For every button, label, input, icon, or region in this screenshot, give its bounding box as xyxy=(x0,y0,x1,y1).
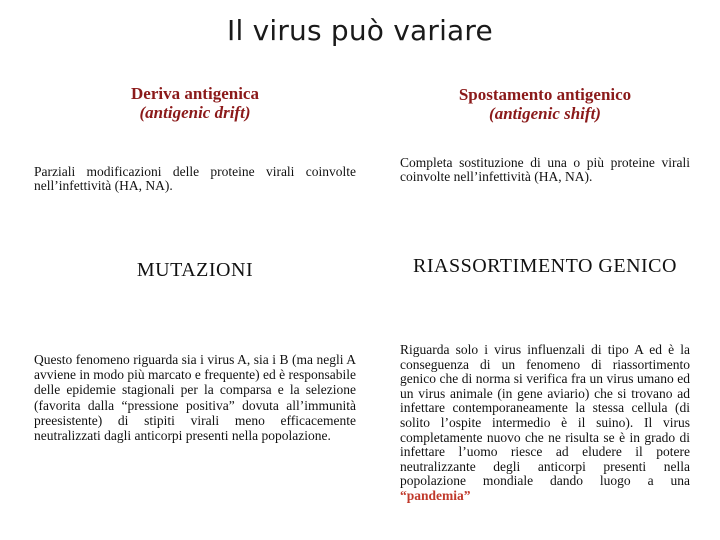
right-heading-subtitle: (antigenic shift) xyxy=(489,104,601,123)
right-body xyxy=(400,343,690,504)
left-description: Parziali modificazioni delle proteine virali coinvolte nell’infettività (HA, NA). xyxy=(34,164,356,193)
right-heading-title: Spostamento antigenico xyxy=(458,85,632,104)
left-heading-title: Deriva antigenica xyxy=(131,84,259,103)
slide-title: Il virus può variare xyxy=(227,14,493,47)
left-heading-subtitle: (antigenic drift) xyxy=(139,103,251,122)
right-heading xyxy=(400,85,690,123)
right-body-text: Riguarda solo i virus influenzali di tipo A ed è la conseguenza di un fenomeno di riassortimento genico che di norma si verifica fra un virus umano ed un virus animale (in gene aviario) che si trovano ad infettare contemporaneamente la stessa cellula (di solito l’ospite intermedio è il suino). Il virus completamente nuovo che ne risulta se è in grado di infettare l’uomo riesce ad eludere il potere neutralizzante degli anticorpi presenti nella popolazione mondiale dando luogo a una xyxy=(400,342,690,489)
right-description: Completa sostituzione di una o più proteine virali coinvolte nell’infettività (HA, NA). xyxy=(400,155,690,184)
left-heading xyxy=(34,84,356,122)
left-keyword: MUTAZIONI xyxy=(136,259,254,281)
pandemia-highlight: “pandemia” xyxy=(400,487,471,503)
left-body: Questo fenomeno riguarda sia i virus A, sia i B (ma negli A avviene in modo più marcato e frequente) ed è responsabile delle epidemie stagionali per la comparsa e la selezione (favorita dalla “pressione positiva” dovuta all’immunità preesistente) di stipiti virali meno efficacemente neutralizzati dagli anticorpi presenti nella popolazione. xyxy=(34,352,356,444)
right-keyword: RIASSORTIMENTO GENICO xyxy=(413,255,677,277)
